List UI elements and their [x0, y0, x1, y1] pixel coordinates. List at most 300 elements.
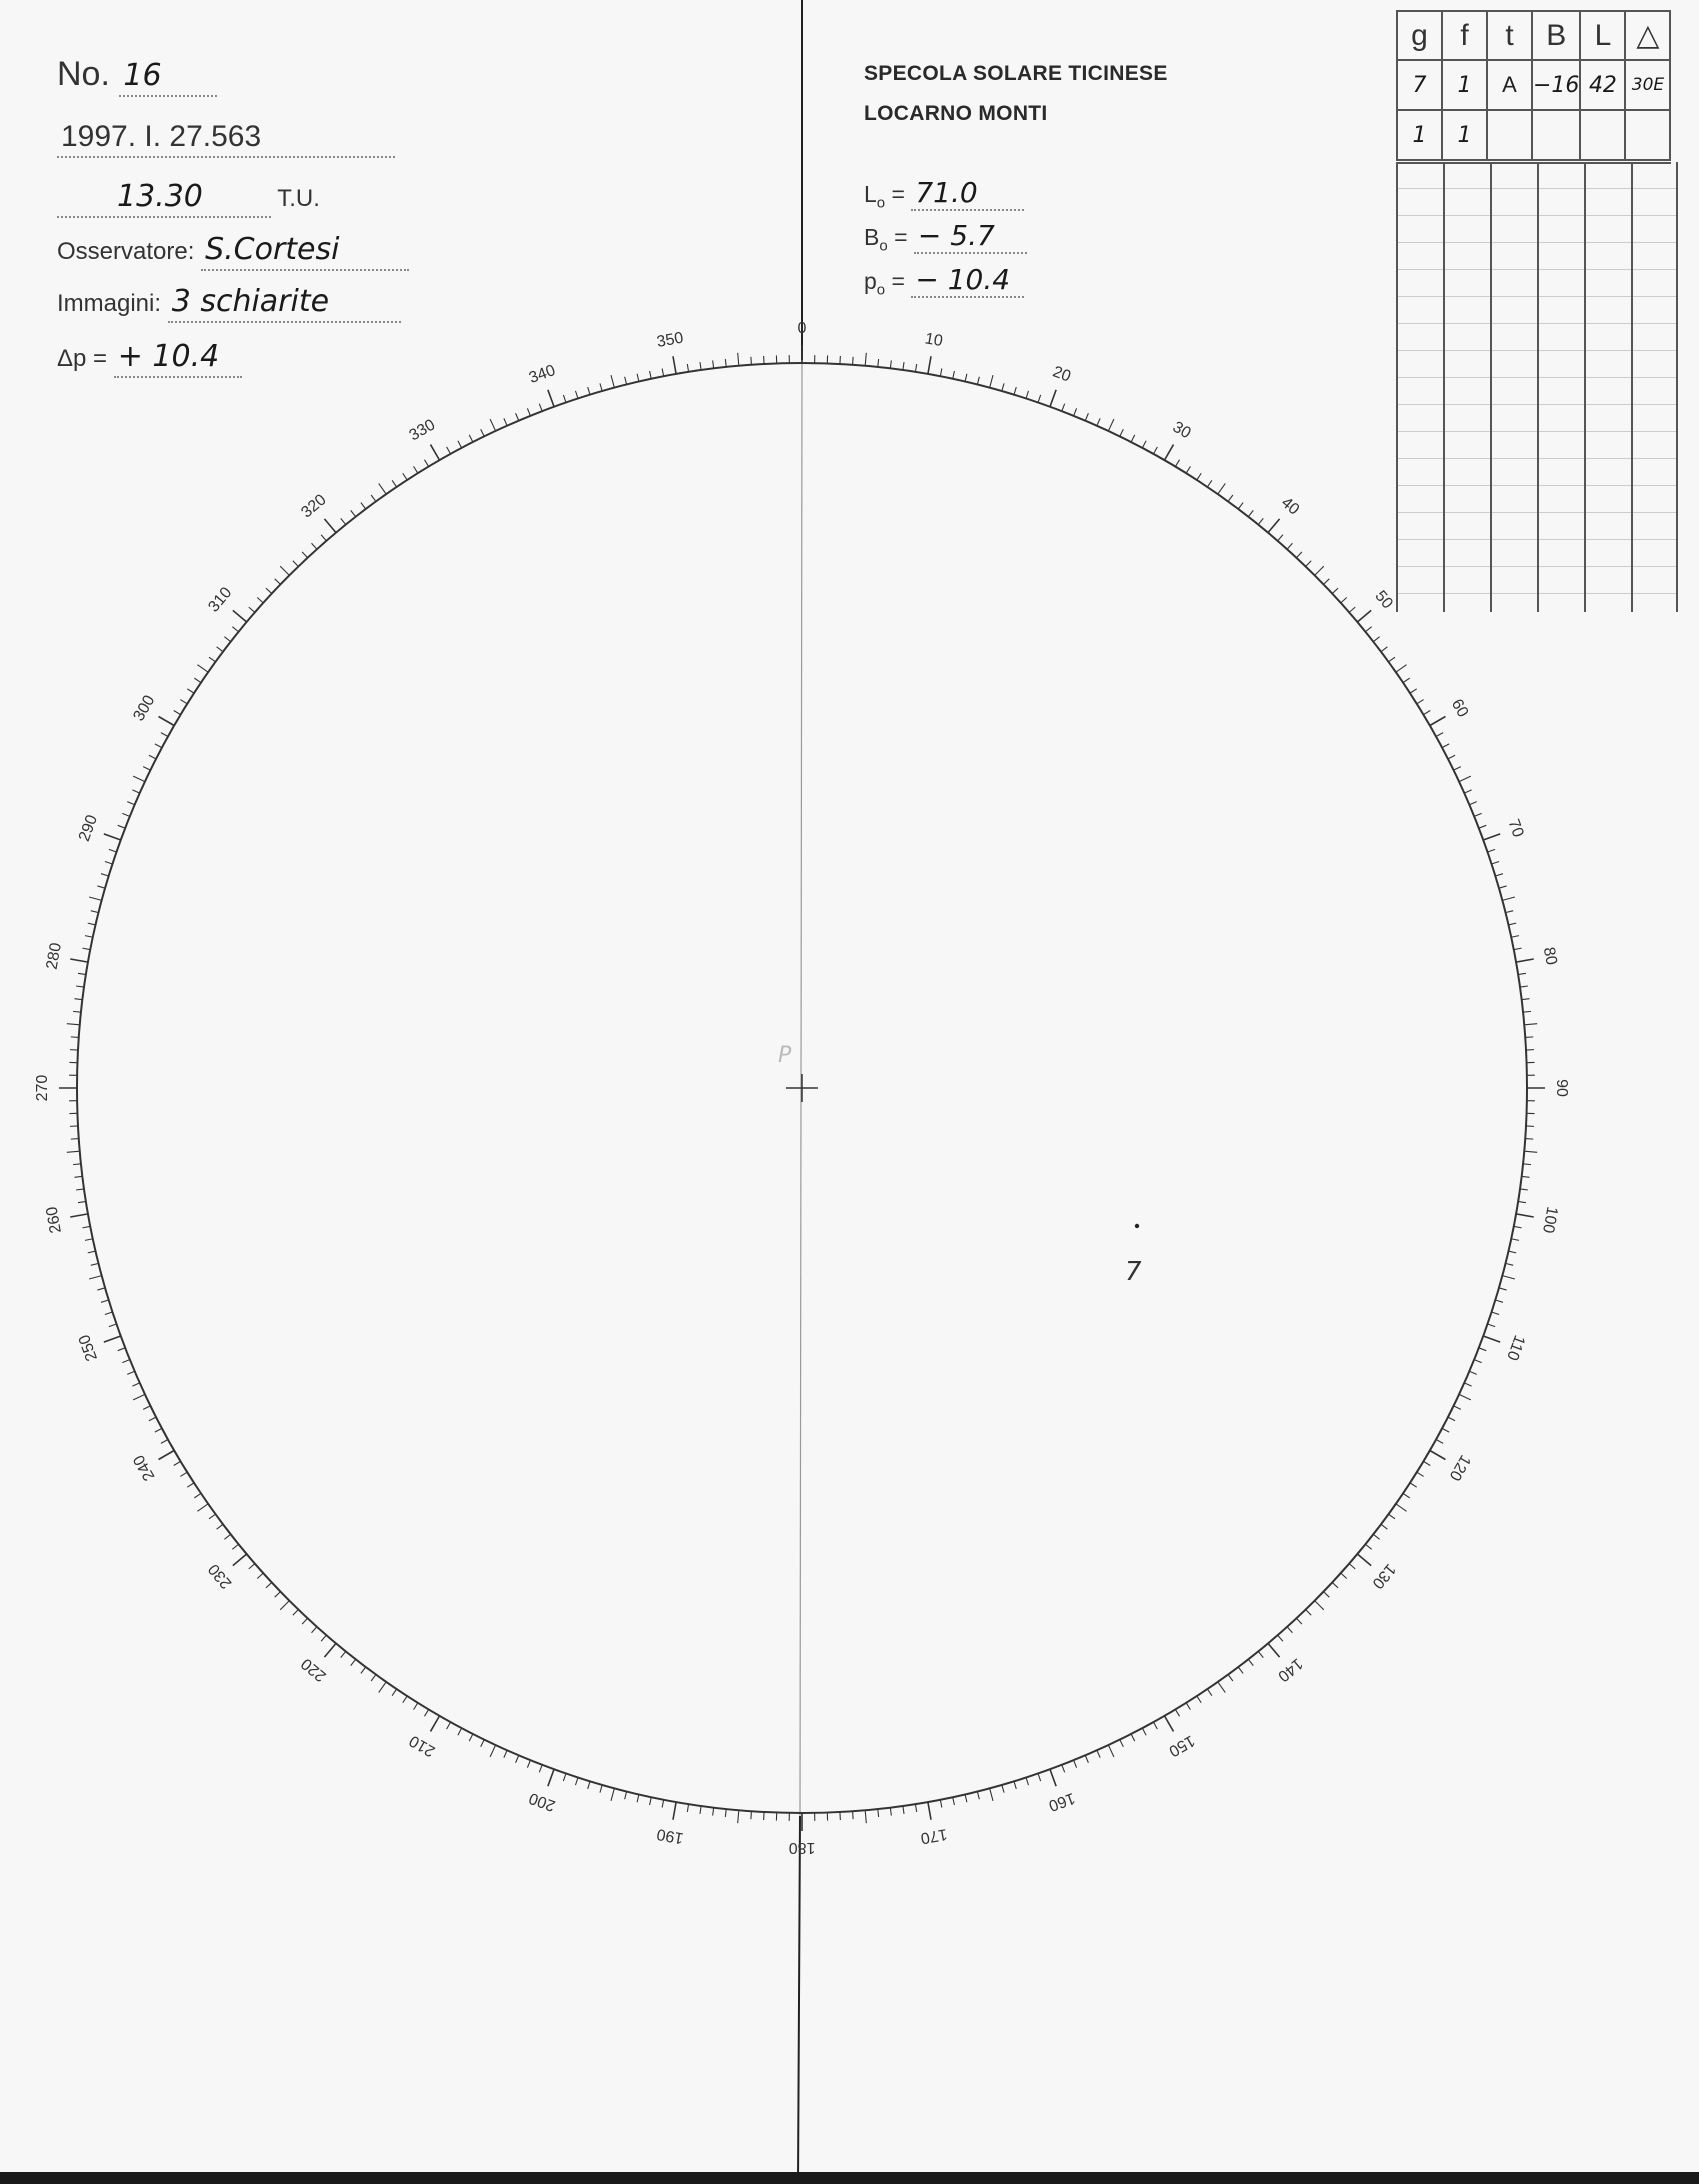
angle-tick: [1218, 483, 1225, 494]
angle-tick: [1142, 1728, 1146, 1735]
angle-tick: [1524, 1024, 1537, 1025]
p0-label: $p_o$ =: [864, 268, 905, 299]
angle-tick: [101, 874, 109, 876]
angle-tick: [713, 1808, 714, 1816]
angle-tick: [1403, 1493, 1410, 1497]
angle-tick: [302, 552, 307, 558]
angle-tick: [1511, 936, 1519, 938]
angle-tick: [88, 1251, 96, 1253]
angle-tick: [132, 790, 139, 793]
angle-tick: [1050, 390, 1056, 407]
angle-tick: [1014, 1781, 1016, 1789]
angle-tick: [82, 1226, 90, 1228]
images-value: 3 schiarite: [168, 285, 401, 323]
scan-bottom-edge: [0, 2172, 1699, 2184]
angle-label: 340: [526, 361, 558, 388]
angle-tick: [625, 377, 627, 385]
angle-tick: [1381, 647, 1387, 652]
angle-tick: [70, 1214, 88, 1217]
angle-tick: [1175, 460, 1179, 467]
angle-tick: [1518, 973, 1526, 974]
angle-tick: [1365, 1544, 1371, 1549]
angle-tick: [725, 1809, 726, 1817]
angle-tick: [1505, 1263, 1513, 1265]
table-row: [1397, 110, 1670, 162]
angle-tick: [878, 359, 879, 367]
angle-tick: [1074, 1760, 1077, 1767]
angle-tick: [1514, 1226, 1522, 1228]
angle-tick: [1464, 790, 1471, 793]
angle-tick: [903, 1806, 904, 1814]
angle-tick: [977, 377, 979, 385]
angle-tick: [1315, 1601, 1324, 1610]
angle-tick: [1228, 495, 1233, 501]
angle-tick: [280, 1601, 289, 1610]
angle-tick: [159, 1451, 175, 1460]
angle-tick: [1120, 1740, 1124, 1747]
angle-tick: [91, 911, 99, 913]
angle-tick: [118, 825, 125, 828]
angle-tick: [1306, 561, 1312, 567]
angle-tick: [1165, 445, 1174, 461]
angle-tick: [1459, 776, 1471, 781]
angle-tick: [105, 861, 113, 863]
angle-tick: [504, 418, 507, 425]
angle-tick: [953, 1797, 955, 1805]
angle-tick: [249, 1564, 255, 1569]
observer-value: S.Cortesi: [201, 233, 409, 271]
angle-tick: [469, 1734, 473, 1741]
angle-tick: [122, 1360, 129, 1363]
angle-tick: [1324, 579, 1330, 585]
cell-l: [1580, 110, 1625, 162]
angle-tick: [257, 1573, 263, 1578]
angle-tick: [1062, 1765, 1065, 1772]
angle-label: 50: [1371, 587, 1396, 613]
angle-tick: [548, 1769, 554, 1786]
angle-tick: [1505, 911, 1513, 913]
angle-tick: [118, 1348, 125, 1351]
angle-tick: [1287, 1627, 1292, 1633]
angle-label: 130: [1368, 1560, 1399, 1592]
angle-tick: [1454, 1406, 1461, 1410]
angle-tick: [575, 391, 577, 399]
angle-tick: [217, 647, 223, 652]
angle-tick: [1495, 1300, 1503, 1302]
angle-tick: [143, 1406, 150, 1410]
angle-tick: [1074, 408, 1077, 415]
angle-tick: [650, 1797, 652, 1805]
groups-table: [1396, 10, 1671, 164]
angle-tick: [101, 1300, 109, 1302]
angle-tick: [97, 1288, 105, 1290]
angle-tick: [1349, 1564, 1355, 1569]
cell-b: −16: [1532, 60, 1580, 110]
angle-tick: [232, 1544, 238, 1549]
angle-tick: [865, 353, 866, 366]
angle-tick: [109, 1324, 117, 1327]
angle-tick: [953, 371, 955, 379]
angle-tick: [548, 390, 554, 407]
angle-tick: [88, 923, 96, 925]
angle-tick: [1026, 1778, 1028, 1786]
angle-tick: [662, 368, 664, 376]
angle-tick: [431, 445, 440, 461]
angle-tick: [1525, 1037, 1533, 1038]
angle-label: 200: [526, 1788, 558, 1815]
angle-tick: [1523, 1164, 1531, 1165]
angle-tick: [890, 1808, 891, 1816]
angle-tick: [67, 1151, 80, 1152]
angle-tick: [1417, 1472, 1424, 1476]
angle-tick: [990, 375, 993, 388]
angle-tick: [1469, 1371, 1476, 1374]
angle-tick: [312, 543, 317, 549]
angle-tick: [224, 1534, 230, 1539]
angle-label: 170: [919, 1825, 949, 1847]
delta-p-value: + 10.4: [114, 340, 242, 378]
angle-tick: [965, 1794, 967, 1802]
angle-tick: [1403, 678, 1410, 682]
angle-tick: [1085, 413, 1088, 420]
angle-tick: [469, 435, 473, 442]
angle-tick: [91, 1263, 99, 1265]
angle-tick: [1153, 1722, 1157, 1729]
angle-tick: [563, 395, 566, 403]
angle-tick: [351, 510, 356, 516]
angle-tick: [293, 1610, 299, 1616]
angle-tick: [1175, 1709, 1179, 1716]
angle-tick: [233, 610, 247, 622]
angle-tick: [1357, 610, 1371, 622]
angle-tick: [990, 1788, 993, 1801]
angle-tick: [180, 1472, 187, 1476]
angle-tick: [104, 1336, 121, 1342]
angle-tick: [1518, 1201, 1526, 1202]
angle-tick: [312, 1627, 317, 1633]
angle-tick: [853, 357, 854, 365]
angle-tick: [1332, 588, 1338, 593]
angle-tick: [458, 1728, 462, 1735]
angle-label: 140: [1274, 1654, 1306, 1685]
angle-tick: [1153, 447, 1157, 454]
angle-tick: [965, 374, 967, 382]
angle-tick: [575, 1778, 577, 1786]
angle-tick: [1218, 1682, 1225, 1693]
angle-tick: [155, 1428, 162, 1432]
angle-tick: [1238, 503, 1243, 509]
angle-label: 220: [298, 1654, 330, 1685]
angle-tick: [915, 1804, 916, 1812]
angle-tick: [928, 1802, 931, 1820]
angle-tick: [187, 1483, 194, 1487]
b0-value: − 5.7: [914, 219, 1027, 254]
angle-tick: [149, 1417, 156, 1421]
angle-tick: [341, 1651, 346, 1657]
angle-tick: [1423, 1461, 1430, 1465]
angle-tick: [133, 776, 145, 781]
angle-tick: [187, 689, 194, 693]
angle-tick: [516, 1755, 519, 1762]
angle-tick: [915, 364, 916, 372]
angle-tick: [180, 700, 187, 704]
angle-tick: [1278, 535, 1283, 541]
angle-label: 70: [1504, 817, 1527, 840]
cell-t: A: [1487, 60, 1532, 110]
angle-tick: [1296, 1618, 1301, 1624]
angle-label: 210: [406, 1731, 439, 1760]
angle-tick: [78, 973, 86, 974]
angle-tick: [1522, 999, 1530, 1000]
col-g: g: [1397, 11, 1442, 60]
angle-tick: [1423, 710, 1430, 714]
angle-label: 180: [788, 1838, 816, 1856]
angle-tick: [133, 1394, 145, 1399]
cell-g: 1: [1397, 110, 1442, 162]
angle-tick: [1479, 1348, 1486, 1351]
angle-tick: [257, 598, 263, 603]
angle-tick: [1207, 480, 1211, 487]
angle-tick: [197, 1504, 208, 1511]
angle-label: 350: [655, 329, 685, 351]
angle-tick: [1389, 1514, 1395, 1519]
angle-tick: [1197, 473, 1201, 480]
angle-label: 230: [205, 1560, 236, 1592]
center-cross: [786, 1074, 818, 1102]
angle-tick: [76, 1189, 84, 1190]
angle-tick: [1516, 1214, 1534, 1217]
angle-tick: [1396, 1504, 1407, 1511]
angle-tick: [1108, 419, 1113, 431]
angle-tick: [738, 353, 739, 366]
angle-tick: [379, 1682, 386, 1693]
angle-tick: [1002, 383, 1004, 391]
angle-label: 100: [1539, 1205, 1561, 1235]
l0-value: 71.0: [911, 176, 1024, 211]
angle-tick: [233, 1554, 247, 1566]
angle-tick: [751, 357, 752, 365]
angle-tick: [392, 1689, 396, 1696]
angle-tick: [78, 1201, 86, 1202]
angle-tick: [1332, 1582, 1338, 1587]
angle-tick: [1268, 519, 1280, 533]
angle-tick: [1499, 886, 1507, 888]
angle-tick: [97, 886, 105, 888]
angle-tick: [1324, 1592, 1330, 1598]
angle-label: 30: [1169, 418, 1194, 443]
angle-tick: [161, 1439, 168, 1443]
angle-tick: [127, 1371, 134, 1374]
angle-tick: [527, 1760, 530, 1767]
angle-tick: [1038, 395, 1041, 403]
angle-tick: [1357, 1554, 1371, 1566]
angle-tick: [1520, 986, 1528, 987]
angle-tick: [1142, 441, 1146, 448]
angle-tick: [1228, 1675, 1233, 1681]
sunspot-group-label: 7: [1125, 1257, 1142, 1287]
angle-label: 280: [43, 941, 65, 971]
angle-label: 160: [1046, 1788, 1078, 1815]
angle-label: 110: [1503, 1332, 1528, 1363]
angle-tick: [324, 1643, 336, 1657]
angle-tick: [149, 755, 156, 759]
p0-value: − 10.4: [911, 263, 1024, 298]
angle-tick: [1474, 813, 1481, 816]
angle-tick: [217, 1524, 223, 1529]
angle-tick: [1508, 1251, 1516, 1253]
angle-tick: [351, 1659, 356, 1665]
angle-tick: [700, 362, 701, 370]
angle-tick: [588, 387, 590, 395]
angle-tick: [1248, 1659, 1253, 1665]
angle-tick: [738, 1810, 739, 1823]
angle-tick: [1459, 1394, 1471, 1399]
delta-p-label: Δp =: [57, 345, 108, 372]
angle-tick: [1306, 1610, 1312, 1616]
angle-tick: [76, 986, 84, 987]
bottom-axis-line: [798, 1816, 800, 2184]
cell-g: 7: [1397, 60, 1442, 110]
angle-tick: [1514, 948, 1522, 950]
angle-tick: [1186, 1703, 1190, 1710]
cell-t: [1487, 110, 1532, 162]
angle-tick: [321, 535, 326, 541]
angle-tick: [1381, 1524, 1387, 1529]
angle-tick: [725, 359, 726, 367]
angle-tick: [853, 1811, 854, 1819]
angle-tick: [673, 356, 676, 374]
angle-tick: [1488, 849, 1496, 852]
angle-tick: [1197, 1696, 1201, 1703]
angle-label: 300: [130, 692, 159, 725]
angle-tick: [82, 948, 90, 950]
angle-tick: [1315, 566, 1324, 575]
angle-tick: [1516, 959, 1534, 962]
angle-tick: [324, 519, 336, 533]
col-l: L: [1580, 11, 1625, 60]
angle-tick: [1410, 689, 1417, 693]
angle-tick: [865, 1810, 866, 1823]
angle-tick: [1522, 1176, 1530, 1177]
angle-tick: [371, 495, 376, 501]
groups-table-empty-rows: [1396, 162, 1678, 612]
angle-tick: [1520, 1189, 1528, 1190]
sunspot: [1135, 1224, 1139, 1228]
cell-delta: 30E: [1625, 60, 1670, 110]
angle-tick: [890, 360, 891, 368]
angle-label: 90: [1552, 1079, 1570, 1097]
angle-tick: [458, 441, 462, 448]
angle-tick: [588, 1781, 590, 1789]
angle-tick: [1417, 700, 1424, 704]
angle-tick: [74, 1176, 82, 1177]
angle-tick: [275, 1592, 281, 1598]
col-t: t: [1487, 11, 1532, 60]
angle-tick: [700, 1806, 701, 1814]
angle-tick: [209, 657, 215, 662]
date-value: 1997. I. 27.563: [57, 120, 395, 158]
angle-tick: [650, 371, 652, 379]
angle-tick: [197, 665, 208, 672]
angle-label: 150: [1165, 1731, 1198, 1760]
angle-tick: [611, 1788, 614, 1801]
angle-tick: [122, 813, 129, 816]
angle-tick: [1349, 607, 1355, 612]
angle-tick: [1131, 435, 1135, 442]
angle-tick: [1436, 733, 1443, 737]
angle-tick: [1165, 1716, 1174, 1732]
angle-tick: [194, 1493, 201, 1497]
angle-tick: [414, 1703, 418, 1710]
angle-tick: [1373, 637, 1379, 642]
angle-tick: [1186, 466, 1190, 473]
angle-tick: [161, 733, 168, 737]
angle-tick: [1488, 1324, 1496, 1327]
angle-tick: [1474, 1360, 1481, 1363]
angle-tick: [1296, 552, 1301, 558]
b0-label: $B_o$ =: [864, 224, 908, 255]
observatory-name: SPECOLA SOLARE TICINESE: [864, 62, 1168, 85]
angle-tick: [1508, 923, 1516, 925]
angle-tick: [275, 579, 281, 585]
angle-tick: [155, 744, 162, 748]
angle-label: 0: [797, 320, 807, 338]
angle-tick: [1502, 897, 1515, 900]
angle-tick: [1525, 1139, 1533, 1140]
col-delta: △: [1625, 11, 1670, 60]
angle-tick: [392, 480, 396, 487]
angle-tick: [490, 1745, 495, 1757]
col-f: f: [1442, 11, 1487, 60]
angle-tick: [1002, 1785, 1004, 1793]
angle-tick: [209, 1514, 215, 1519]
angle-label: 320: [298, 491, 330, 522]
angle-tick: [104, 834, 121, 840]
cell-f: 1: [1442, 110, 1487, 162]
angle-tick: [878, 1809, 879, 1817]
angle-tick: [194, 678, 201, 682]
angle-tick: [504, 1750, 507, 1757]
angle-tick: [1492, 861, 1500, 863]
angle-tick: [1341, 598, 1347, 603]
angle-tick: [1238, 1667, 1243, 1673]
angle-tick: [563, 1774, 566, 1782]
angle-tick: [1248, 510, 1253, 516]
angle-tick: [1448, 755, 1455, 759]
angle-tick: [1026, 391, 1028, 399]
angle-tick: [490, 419, 495, 431]
angle-tick: [174, 1461, 181, 1465]
angle-tick: [1410, 1483, 1417, 1487]
angle-tick: [516, 413, 519, 420]
angle-tick: [687, 1804, 688, 1812]
angle-tick: [109, 849, 117, 852]
angle-tick: [1365, 627, 1371, 632]
angle-tick: [1479, 825, 1486, 828]
angle-tick: [341, 518, 346, 524]
angle-tick: [232, 627, 238, 632]
angle-tick: [1050, 1769, 1056, 1786]
cell-f: 1: [1442, 60, 1487, 110]
angle-tick: [1464, 1383, 1471, 1386]
angle-tick: [321, 1635, 326, 1641]
angle-tick: [1492, 1312, 1500, 1314]
angle-tick: [1524, 1151, 1537, 1152]
angle-tick: [1062, 404, 1065, 411]
angle-tick: [1258, 518, 1263, 524]
angle-tick: [1207, 1689, 1211, 1696]
angle-tick: [127, 802, 134, 805]
